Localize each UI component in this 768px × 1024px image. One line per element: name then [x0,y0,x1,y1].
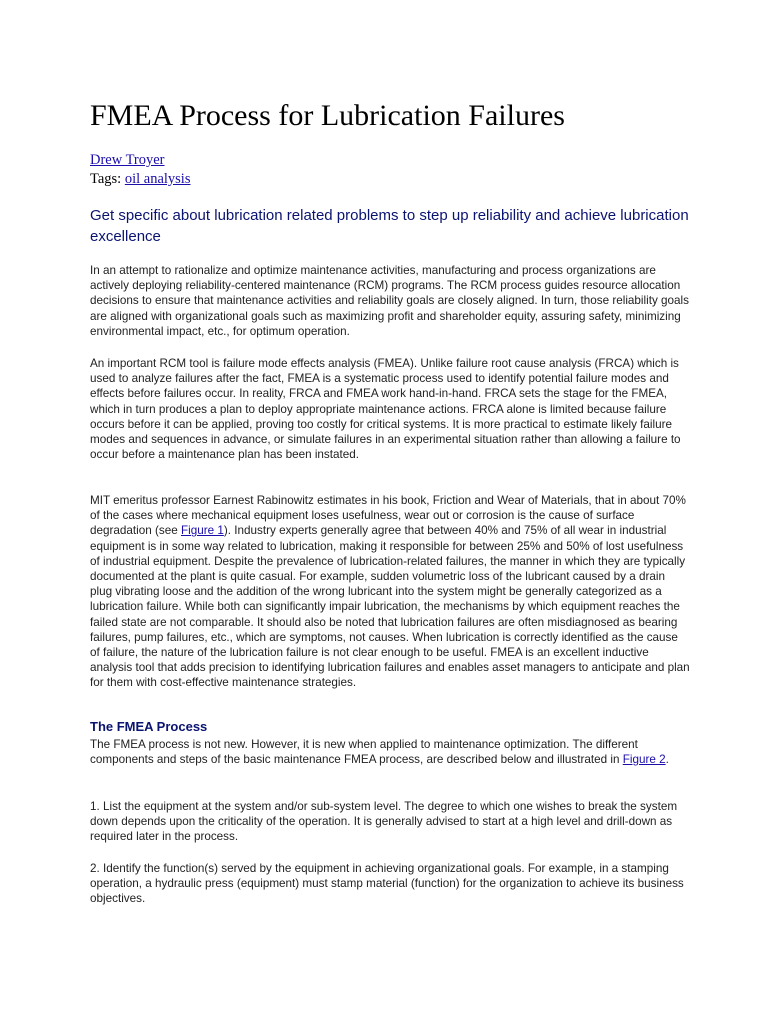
paragraph-text: ). Industry experts generally agree that between 40% and 75% of all wear in industrial equipment is in some way related to lubrication, making it responsible for between 25% and 50% of lost usefulness of industrial equipment. Despite the prevalence of lubrication-related failures, the manner in which they are typically documented at the plant is quite casual. For example, sudden volumetric loss of the lubricant caused by a drain plug vibrating loose and the addition of the wrong lubricant into the system might be generally categorized as a lubrication failure. While both can significantly impair lubrication, the mechanisms by which equipment reaches the failed state are not comparable. It should also be noted that lubrication failures are often misdiagnosed as bearing failures, pump failures, etc., which are symptoms, not causes. When lubrication is correctly identified as the cause of failure, the nature of the lubrication failure is not clear enough to be useful. FMEA is an excellent inductive analysis tool that adds precision to identifying lubrication failures and enables asset managers to anticipate and plan for them with cost-effective maintenance strategies. [90,524,690,690]
paragraph-fmea-tool: An important RCM tool is failure mode effects analysis (FMEA). Unlike failure root cause analysis (FRCA) which is used to analyze failures after the fact, FMEA is a systematic process used to identify potential failure modes and effects before failures occur. In reality, FRCA and FMEA work hand-in-hand. FRCA sets the stage for the FMEA, which in turn produces a plan to deploy appropriate maintenance actions. FRCA alone is limited because failure occurs before it can be applied, proving too costly for critical systems. It is more practical to estimate likely failure modes and sequences in advance, or simulate failures in an experimental situation rather than allowing a failure to occur before a maintenance plan has been instated. [90,357,681,462]
author-link[interactable]: Drew Troyer [90,152,165,168]
paragraph-intro: In an attempt to rationalize and optimize maintenance activities, manufacturing and process organizations are actively deploying reliability-centered maintenance (RCM) programs. The RCM process guides resource allocation decisions to ensure that maintenance activities and reliability goals are closely aligned. In turn, those reliability goals are aligned with organizational goals such as maximizing profit and shareholder equity, assuring safety, minimizing environmental impact, etc., for optimum operation. [90,264,689,338]
tags-label: Tags: [90,171,122,187]
paragraph-step-2: 2. Identify the function(s) served by the equipment in achieving organizational goals. For example, in a stamping operation, a hydraulic press (equipment) must stamp material (function) for the organization to achieve its business objectives. [90,862,684,906]
article-meta [90,151,190,189]
author-line [90,151,190,170]
page-title: FMEA Process for Lubrication Failures [90,99,565,132]
section-heading: The FMEA Process [90,719,208,734]
tags-line [90,170,190,189]
figure-2-link[interactable]: Figure 2 [622,753,666,767]
paragraph-text: . [665,753,669,767]
figure-1-link[interactable]: Figure 1 [180,524,224,538]
paragraph-process-intro [90,737,690,767]
paragraph-text: MIT emeritus professor Earnest Rabinowitz estimates in his book, Friction and Wear of Materials, that in about 70% of the cases where mechanical equipment loses usefulness, wear out or corrosion is the cause of surface degradation (see [90,494,686,538]
paragraph-step-1: 1. List the equipment at the system and/or sub-system level. The degree to which one wishes to break the system down depends upon the criticality of the operation. It is generally advised to start at a high level and drill-down as required later in the process. [90,800,678,844]
paragraph-wear-stats [90,493,690,691]
article-subtitle: Get specific about lubrication related problems to step up reliability and achieve lubrication excellence [90,207,689,245]
tag-link[interactable]: oil analysis [124,171,191,187]
paragraph-text: The FMEA process is not new. However, it is new when applied to maintenance optimization. The different components and steps of the basic maintenance FMEA process, are described below and illustrated in [90,738,638,767]
